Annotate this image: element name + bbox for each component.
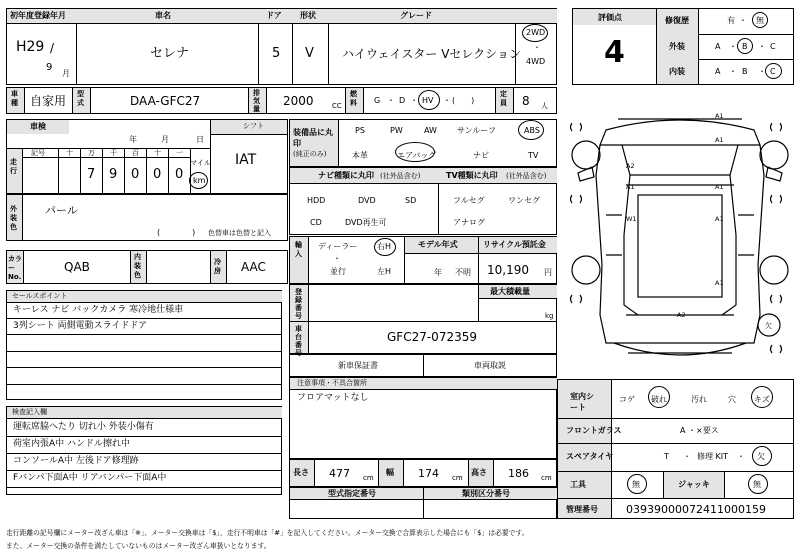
spare-tire-label: スペアタイヤ	[566, 452, 614, 461]
damage-mark-9: A2	[677, 311, 686, 319]
drive-2wd: 2WD	[526, 28, 546, 37]
fuel-label: 燃料	[350, 90, 357, 107]
jack-value: 無	[753, 480, 761, 489]
damage-mark-8: A1	[715, 279, 724, 287]
door-label: ドア	[266, 11, 282, 20]
spare-missing: 欠	[757, 452, 765, 461]
class-number-label: 類別区分番号	[462, 489, 510, 498]
length: 477	[329, 467, 350, 480]
shift: IAT	[235, 152, 257, 168]
exterior-label: 外装	[669, 42, 685, 51]
length-label: 長さ	[293, 468, 309, 477]
mileage-digit-5: 0	[175, 167, 184, 182]
damage-mark-3: A2	[626, 162, 635, 170]
notes-label: 注意事項・不具合箇所	[297, 379, 367, 387]
usage: 自家用	[30, 94, 67, 108]
km-unit: km	[193, 176, 206, 185]
shape-label: 形状	[300, 11, 316, 20]
notes-value: フロアマットなし	[297, 393, 369, 403]
management-label: 管理番号	[566, 505, 598, 514]
capacity: 8	[522, 94, 530, 108]
mileage-digit-3: 0	[131, 167, 140, 182]
management-number: 03939000072411000159	[626, 503, 766, 516]
inspector-line-3: コンソールA中 左後ドア修理跡	[13, 456, 139, 466]
capacity-label: 定員	[500, 90, 507, 107]
displacement: 2000	[283, 94, 314, 108]
height: 186	[508, 467, 529, 480]
width: 174	[418, 467, 439, 480]
equipment-label: 装備品に丸印	[293, 128, 333, 148]
width-label: 幅	[386, 468, 394, 477]
missing-mark: 欠	[765, 322, 772, 330]
exterior-color: パール	[45, 204, 78, 217]
import-label: 輸入	[295, 241, 302, 258]
registration-month: 9	[46, 62, 53, 73]
interior-sheet-label: 室内シート	[570, 392, 594, 412]
damage-mark-1: A1	[715, 112, 724, 120]
damage-mark-5: A1	[715, 183, 724, 191]
interior-label: 内装	[669, 67, 685, 76]
chassis-number: GFC27-072359	[387, 330, 477, 344]
displacement-label: 排気量	[253, 89, 260, 113]
inspector-label: 検査記入欄	[12, 408, 47, 416]
mileage-digit-1: 7	[87, 167, 96, 182]
doors: 5	[272, 46, 281, 61]
tools-label: 工具	[570, 480, 586, 489]
tools-value: 無	[632, 480, 640, 489]
sales-line-2: 3列シート 両側電動スライドドア	[13, 321, 148, 331]
max-load-label: 最大積載量	[490, 287, 530, 296]
navi-label: ナビ種類に丸印	[318, 171, 374, 180]
reg-number-label: 登録番号	[295, 288, 302, 320]
chassis-label: 車台番号	[295, 325, 302, 357]
recycle-label: リサイクル預託金	[483, 240, 546, 249]
rating-label: 評価点	[598, 13, 622, 22]
grade-label: グレード	[400, 11, 432, 20]
damage-mark-4: A1	[626, 183, 635, 191]
ac-value: AAC	[241, 260, 266, 274]
windshield-value: A ・×要ス	[680, 426, 719, 435]
tv-label: TV種類に丸印	[446, 171, 498, 180]
mileage-digit-4: 0	[153, 167, 162, 182]
footer-note-1: 走行距離の記号欄にメーター改ざん車は「※」、メーター交換車は「$」、走行不明車は「#」を記入してください。メーター交換で合算表示した場合にも「$」は必要です。	[6, 529, 529, 537]
windshield-label: フロントガラス	[566, 426, 622, 435]
inspector-line-2: 荷室内張A中 ハンドル擦れ中	[13, 439, 131, 449]
mileage-digit-2: 9	[109, 167, 118, 182]
recycle-fee: 10,190	[487, 263, 529, 277]
shape: V	[305, 46, 314, 61]
model-year-label: モデル年式	[418, 240, 458, 249]
car-diagram	[566, 105, 794, 373]
warranty-book: 新車保証書	[338, 361, 378, 370]
ac-label: 冷房	[214, 258, 221, 275]
type-number-label: 型式指定番号	[328, 489, 376, 498]
registration-year: H29	[16, 39, 45, 55]
inspector-line-1: 運転席脇へたり 切れ小 外装小傷有	[13, 422, 154, 432]
inspector-line-4: Fバンパ下面A中 リアバンパー下面A中	[13, 473, 167, 483]
height-label: 高さ	[471, 468, 487, 477]
sales-line-1: キーレス ナビ バックカメラ 寒冷地仕様車	[13, 305, 184, 315]
damage-mark-2: A1	[715, 136, 724, 144]
repair-history-label: 修復歴	[665, 16, 689, 25]
grade: ハイウェイスター Vセレクション	[342, 47, 521, 61]
manual: 車両取説	[474, 361, 506, 370]
model-code: DAA-GFC27	[130, 94, 201, 108]
model-label: 型式	[77, 90, 84, 107]
first-registration-label: 初年度登録年月	[10, 11, 66, 20]
rating-score: 4	[604, 35, 625, 70]
color-code: QAB	[64, 260, 90, 274]
sales-label: セールスポイント	[12, 292, 68, 300]
footer-note-2: また、メーター交換の条件を満たしていないものはメーター改ざん車扱いとなります。	[6, 542, 271, 550]
jack-label: ジャッキ	[678, 480, 710, 489]
damage-mark-7: A1	[715, 215, 724, 223]
usage-label: 車種	[11, 90, 18, 107]
drive-4wd: 4WD	[526, 57, 546, 66]
car-name-label: 車名	[155, 11, 171, 20]
damage-mark-6: W1	[626, 215, 637, 223]
color-label: 外装色	[10, 205, 17, 231]
inspection-label: 車検	[30, 122, 46, 131]
shift-label: シフト	[243, 122, 264, 130]
car-name: セレナ	[150, 46, 190, 61]
slash: /	[50, 41, 55, 55]
mileage-label: 走行	[10, 158, 17, 175]
interior-color-label: 内装色	[134, 253, 141, 279]
color-no-label: カラーNo.	[8, 255, 22, 281]
